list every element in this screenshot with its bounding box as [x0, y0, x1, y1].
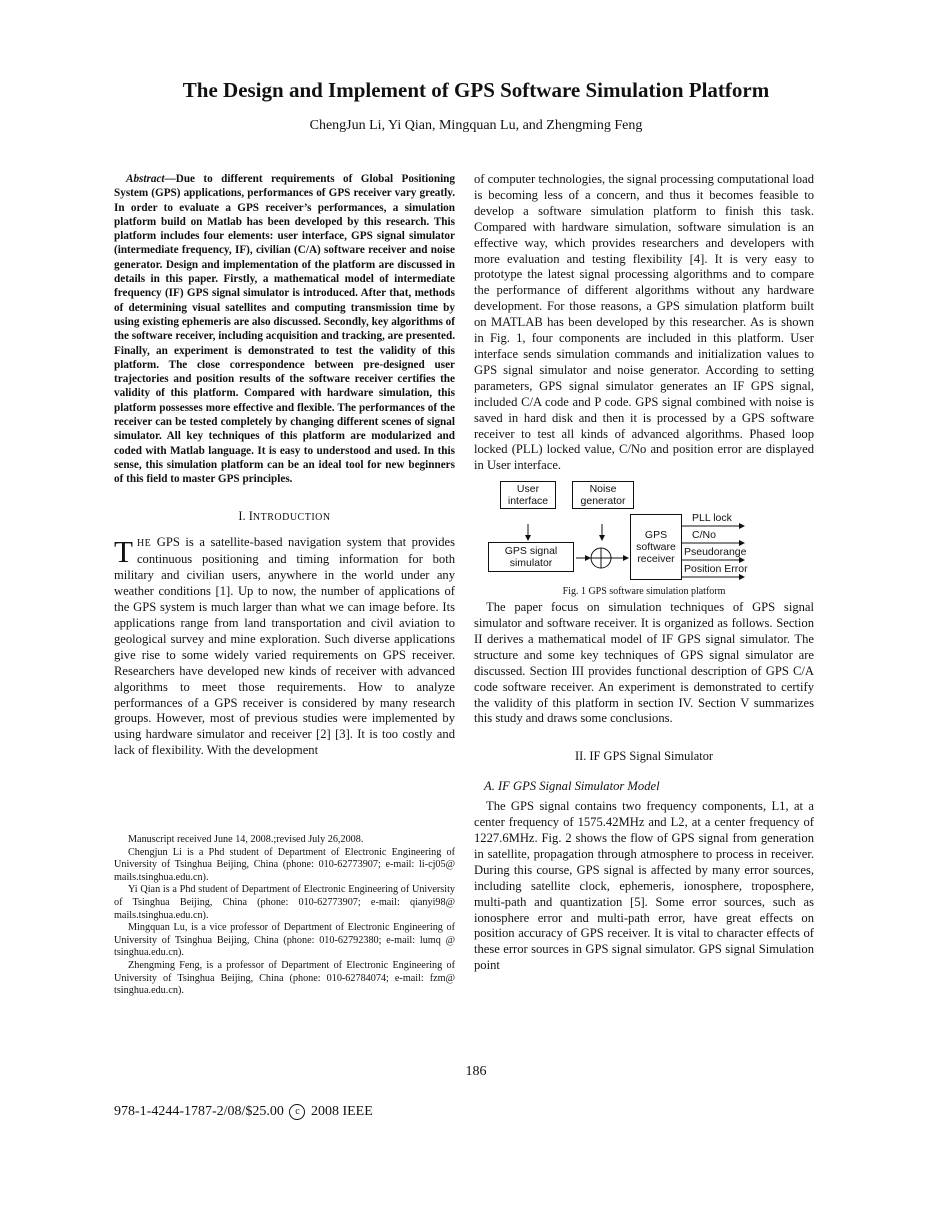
noise-generator-box: Noise generator — [572, 481, 634, 509]
gps-software-receiver-box: GPS software receiver — [630, 514, 682, 580]
figure-1-diagram — [474, 478, 814, 582]
right-column — [474, 172, 814, 974]
introduction-paragraph: THE GPS is a satellite-based navigation system that provides continuous positioning and timing information for both military and civilian users, anywhere in the world under any weather conditions [1]. Up to now, the number of applications of the GPS system is much larger than what we can image before. Its applications range from land transportation and civil aviation to geological survey and mine exploration. Such diverse applications give rise to some widely varied requirements on GPS receiver. Researchers have developed new kinds of receiver with advanced algorithms to meet those requirements. How to analyze performances of a GPS receiver is considered by many research groups. However, most of previous studies were implemented by using hardware simulator and receiver [2] [3]. It is too costly and lack of flexibility. With the development — [114, 534, 455, 758]
abstract-label: Abstract — [126, 173, 165, 185]
section-heading-2: II. IF GPS Signal Simulator — [574, 749, 714, 764]
body-paragraph-3: The GPS signal contains two frequency components, L1, at a center frequency of 1575.42MHz and L2, at a center frequency of 1227.6MHz. Fig. 2 shows the flow of GPS signal from generation in satellite, propagation through atmosphere to process in receiver. During this course, GPS signal is affected by many error sources, including satellite clock, ephemeris, ionosphere, troposphere, multi-path and quantization [5]. Some error sources, such as ionosphere error and multi-path error, have great effects on position accuracy of GPS receiver. It is vital to character effects of these error sources in GPS signal simulator. GPS signal Simulation point — [474, 799, 814, 973]
author-footnotes — [114, 834, 455, 998]
output-label-position-error: Position Error — [684, 563, 748, 576]
figure-1-caption: Fig. 1 GPS software simulation platform — [562, 586, 726, 598]
footnote-author-4: Zhengming Feng, is a professor of Department of Electronic Engineering of University of Tsinghua Beijing, China (phone: 010-62784074; e-mail: fzm@ tsinghua.edu.cn). — [114, 959, 455, 997]
output-label-pll-lock: PLL lock — [692, 512, 732, 525]
gps-signal-simulator-box: GPS signal simulator — [488, 542, 574, 572]
output-label-pseudorange: Pseudorange — [684, 546, 747, 559]
copyright-icon: c — [289, 1104, 305, 1120]
output-label-cno: C/No — [692, 529, 716, 542]
body-paragraph-2: The paper focus on simulation techniques of GPS signal simulator and software receiver. It is organized as follows. Section II derives a mathematical model of IF GPS signal simulator. The structure and some key techniques of GPS signal simulator are discussed. Section III provides functional description of GPS C/A code software receiver. An experiment is demonstrated to certify the validity of this platform in section IV. Section V summarizes this study and draws some conclusions. — [474, 600, 814, 726]
subsection-heading-a: A. IF GPS Signal Simulator Model — [484, 779, 660, 794]
abstract-text: —Due to different requirements of Global Positioning System (GPS) applications, performances of GPS receiver vary greatly. In order to evaluate a GPS receiver’s performances, a simulation platform build on Matlab has been developed by this research. This platform includes four elements: user interface, GPS signal simulator (intermediate frequency, IF), civilian (C/A) software receiver and noise generator. Design and implementation of the platform are discussed in details in this paper. Firstly, a mathematical model of intermediate frequency (IF) GPS signal simulator is introduced. After that, methods of determining visual satellites and computing transmission time by using existing ephemeris are also discussed. Secondly, key algorithms of the software receiver, including acquisition and tracking, are presented. Finally, an experiment is demonstrated to test the validity of this platform. The close correspondence between pre-designed user trajectories and position results of the software receiver certifies the validity of this platform. Compared with hardware simulation, this platform possesses more effective and flexible. The performances of the receiver can be tested completely by changing different scenes of signal simulator. All key techniques of this platform are modularized and coded with Matlab language. It is easy to understood and used. In this sense, this simulation platform can be an ideal tool for new beginners of this field to master GPS principles. — [114, 173, 455, 486]
paper-title: The Design and Implement of GPS Software Simulation Platform — [182, 78, 770, 102]
page-number: 186 — [465, 1064, 487, 1079]
user-interface-box: User interface — [500, 481, 556, 509]
drop-cap: T — [114, 534, 133, 570]
left-column — [114, 172, 455, 759]
footnote-author-3: Mingquan Lu, is a vice professor of Department of Electronic Engineering of University of Tsinghua Beijing, China (phone: 010-62792380; e-mail: lumq @ tsinghua.edu.cn). — [114, 922, 455, 959]
isbn-code: 978-1-4244-1787-2/08/$25.00 — [114, 1104, 284, 1120]
author-list: ChengJun Li, Yi Qian, Mingquan Lu, and Zhengming Feng — [309, 118, 643, 133]
abstract — [114, 172, 455, 487]
section-heading-introduction: I. INTRODUCTION — [238, 508, 331, 523]
isbn-line — [114, 1104, 373, 1120]
copyright-text: 2008 IEEE — [310, 1104, 373, 1120]
body-paragraph-1: of computer technologies, the signal processing computational load is becoming less of a concern, and thus it becomes feasible to develop a software simulation platform to finish this task. Compared with hardware simulation, software simulation is an effective way, which provides researchers and developers with more evaluation and testing flexibility [4]. It is very easy to prototype the latest signal processing algorithms and to compare the performance of different algorithms without any hardware development. For those reasons, a GPS simulation platform built on MATLAB has been developed by this researcher. As is shown in Fig. 1, four components are included in this platform. User interface sends simulation commands and initialization values to GPS signal simulator and noise generator. According to setting parameters, GPS signal simulator generates an IF GPS signal, included C/A code and P code. GPS signal combined with noise is saved in hard disk and then it is processed by a GPS software receiver to test all kinds of advanced algorithms. Phased loop locked (PLL) locked value, C/No and position error are displayed in User interface. — [474, 172, 814, 473]
footnote-author-1: Chengjun Li is a Phd student of Department of Electronic Engineering of University of Tsinghua Beijing, China (phone: 010-62773907; e-mail: li-cj05@ mails.tsinghua.edu.cn). — [114, 846, 455, 883]
footnote-author-2: Yi Qian is a Phd student of Department of Electronic Engineering of University of Tsinghua Beijing, China (phone: 010-62773907; e-mail: qianyi98@ mails.tsinghua.edu.cn). — [114, 884, 455, 921]
footnote-received: Manuscript received June 14, 2008.;revised July 26,2008. — [128, 834, 364, 845]
